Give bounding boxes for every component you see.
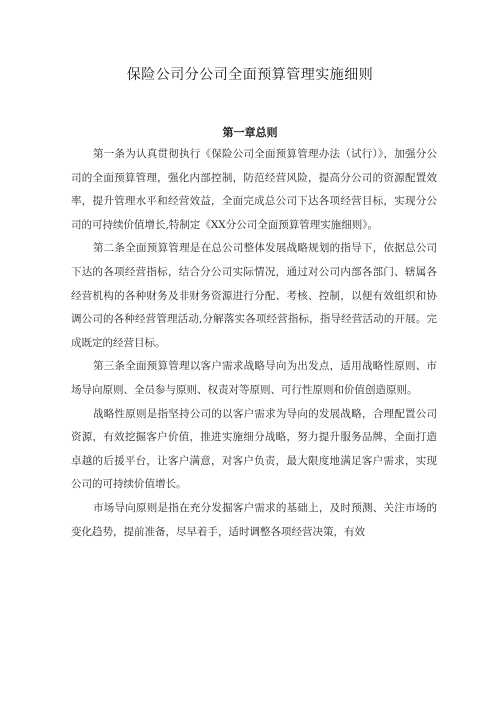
chapter-heading: 第一章总则 bbox=[222, 126, 278, 139]
paragraph-strategic-principle: 战略性原则是指坚持公司的以客户需求为导向的发展战略，合理配置公司资源，有效挖掘客户价值，推进实施细分战略，努力提升服务品牌，全面打造卓越的后援平台，让客户满意，对客户负责，最大限度地满足客户需求，实现公司的可持续价值增长。 bbox=[71, 407, 437, 491]
document-body bbox=[71, 143, 437, 544]
paragraph-article-1: 第一条为认真贯彻执行《保险公司全面预算管理办法（试行）》，加强分公司的全面预算管理，强化内部控制，防范经营风险，提高分公司的资源配置效率，提升管理水平和经营效益，全面完成总公司下达各项经营目标，实现分公司的可持续价值增长,特制定《XX分公司全面预算管理实施细则》。 bbox=[71, 148, 437, 231]
paragraph-market-principle: 市场导向原则是指在充分发掘客户需求的基础上，及时预测、关注市场的变化趋势，提前准备，尽早着手，适时调整各项经营决策，有效 bbox=[71, 501, 437, 538]
paragraph-article-3: 第三条全面预算管理以客户需求战略导向为出发点，适用战略性原则、市场导向原则、全员参与原则、权责对等原则、可行性原则和价值创造原则。 bbox=[71, 360, 437, 396]
paragraph-article-2: 第二条全面预算管理是在总公司整体发展战略规划的指导下，依据总公司下达的各项经营指标，结合分公司实际情况，通过对公司内部各部门、辖属各经营机构的各种财务及非财务资源进行分配、考核、控制，以便有效组织和协调公司的各种经营管理活动,分解落实各项经营指标，指导经营活动的开展。完成既定的经营目标。 bbox=[71, 242, 437, 349]
document-title: 保险公司分公司全面预算管理实施细则 bbox=[126, 67, 374, 83]
